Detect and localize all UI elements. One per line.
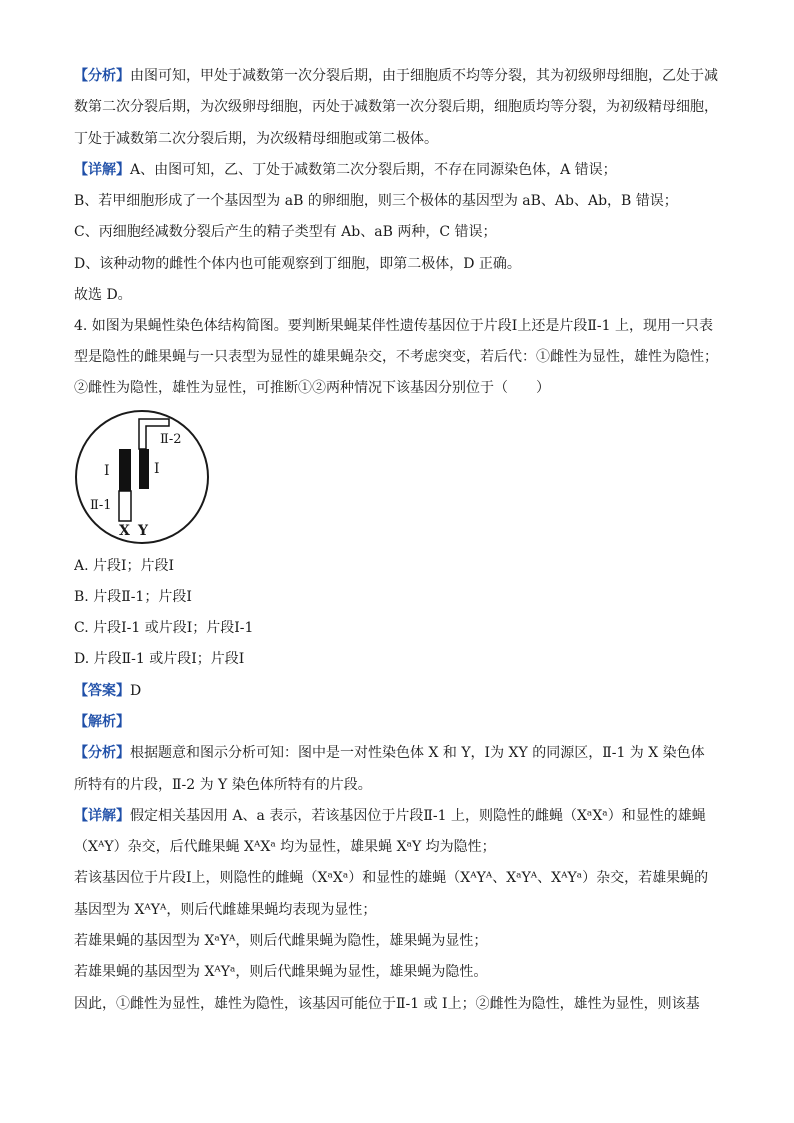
answer-analysis-tag: 【分析】 — [74, 745, 130, 761]
question-line-1: 4. 如图为果蝇性染色体结构简图。要判断果蝇某伴性遗传基因位于片段Ⅰ上还是片段Ⅱ-1 上，现用一只表 — [74, 318, 713, 334]
x-segment-I — [119, 449, 131, 491]
answer-detail-line-1: 【详解】假定相关基因用 A、a 表示，若该基因位于片段Ⅱ-1 上，则隐性的雌蝇（XᵃXᵃ）和显性的雄蝇 — [74, 808, 706, 824]
answer-detail-line-7: 因此，①雌性为显性，雄性为隐性，该基因可能位于Ⅱ-1 或 Ⅰ上；②雌性为隐性，雄性为显性，则该基 — [74, 996, 700, 1012]
y-segment-I — [139, 449, 149, 489]
x-segment-II-1 — [119, 491, 131, 521]
question-line-3: ②雌性为隐性，雄性为显性，可推断①②两种情况下该基因分别位于（ ） — [74, 380, 550, 396]
label-I-right: Ⅰ — [154, 461, 160, 477]
label-II-2: Ⅱ-2 — [160, 432, 182, 447]
option-d: D. 片段Ⅱ-1 或片段Ⅰ；片段Ⅰ — [74, 651, 245, 667]
prev-detail-line-3: C、丙细胞经减数分裂后产生的精子类型有 Ab、aB 两种，C 错误； — [74, 224, 497, 240]
prev-detail-line-2: B、若甲细胞形成了一个基因型为 aB 的卵细胞，则三个极体的基因型为 aB、Ab、Ab，B 错误； — [74, 193, 678, 209]
label-II-1: Ⅱ-1 — [90, 498, 112, 513]
answer-value: D — [130, 683, 142, 699]
label-I-left: Ⅰ — [104, 463, 110, 479]
answer-line — [74, 681, 724, 701]
option-b: B. 片段Ⅱ-1；片段Ⅰ — [74, 589, 192, 605]
answer-detail-line-2: （XᴬY）杂交，后代雌果蝇 XᴬXᵃ 均为显性，雄果蝇 XᵃY 均为隐性； — [74, 839, 496, 855]
detail-tag: 【详解】 — [74, 162, 130, 178]
answer-tag: 【答案】 — [74, 683, 130, 699]
analysis-tag: 【分析】 — [74, 68, 130, 84]
answer-detail-tag: 【详解】 — [74, 808, 130, 824]
prev-conclusion: 故选 D。 — [74, 287, 132, 303]
label-Y: Y — [138, 523, 148, 539]
prev-analysis-line-1: 【分析】由图可知，甲处于减数第一次分裂后期，由于细胞质不均等分裂，其为初级卵母细胞，乙处于减 — [74, 68, 718, 84]
answer-analysis-line-1: 【分析】根据题意和图示分析可知：图中是一对性染色体 X 和 Y，Ⅰ为 XY 的同源区，Ⅱ-1 为 X 染色体 — [74, 745, 705, 761]
parse-heading — [74, 712, 724, 732]
label-X: X — [119, 523, 130, 539]
option-a: A. 片段Ⅰ；片段Ⅰ — [74, 558, 175, 574]
prev-detail-line-4: D、该种动物的雌性个体内也可能观察到丁细胞，即第二极体，D 正确。 — [74, 256, 521, 272]
answer-detail-line-5: 若雄果蝇的基因型为 XᵃYᴬ，则后代雌果蝇为隐性，雄果蝇为显性； — [74, 933, 488, 949]
parse-tag: 【解析】 — [74, 714, 130, 730]
prev-analysis-line-3: 丁处于减数第二次分裂后期，为次级精母细胞或第二极体。 — [74, 131, 438, 147]
sex-chromosome-diagram — [74, 409, 210, 545]
question-line-2: 型是隐性的雌果蝇与一只表型为显性的雄果蝇杂交，不考虑突变，若后代：①雌性为显性，雄性为隐性； — [74, 349, 718, 365]
answer-detail-line-3: 若该基因位于片段Ⅰ上，则隐性的雌蝇（XᵃXᵃ）和显性的雄蝇（XᴬYᴬ、XᵃYᴬ、XᴬYᵃ）杂交，若雄果蝇的 — [74, 870, 709, 886]
prev-analysis-line-2: 数第二次分裂后期，为次级卵母细胞，丙处于减数第一次分裂后期，细胞质均等分裂，为初级精母细胞， — [74, 99, 718, 115]
answer-detail-line-6: 若雄果蝇的基因型为 XᴬYᵃ，则后代雌果蝇为显性，雄果蝇为隐性。 — [74, 964, 488, 980]
answer-analysis-line-2: 所特有的片段，Ⅱ-2 为 Y 染色体所特有的片段。 — [74, 777, 372, 793]
answer-detail-line-4: 基因型为 XᴬYᴬ，则后代雌雄果蝇均表现为显性； — [74, 902, 377, 918]
option-c: C. 片段Ⅰ-1 或片段Ⅰ；片段Ⅰ-1 — [74, 620, 254, 636]
prev-detail-line-1: 【详解】A、由图可知，乙、丁处于减数第二次分裂后期，不存在同源染色体，A 错误； — [74, 162, 617, 178]
